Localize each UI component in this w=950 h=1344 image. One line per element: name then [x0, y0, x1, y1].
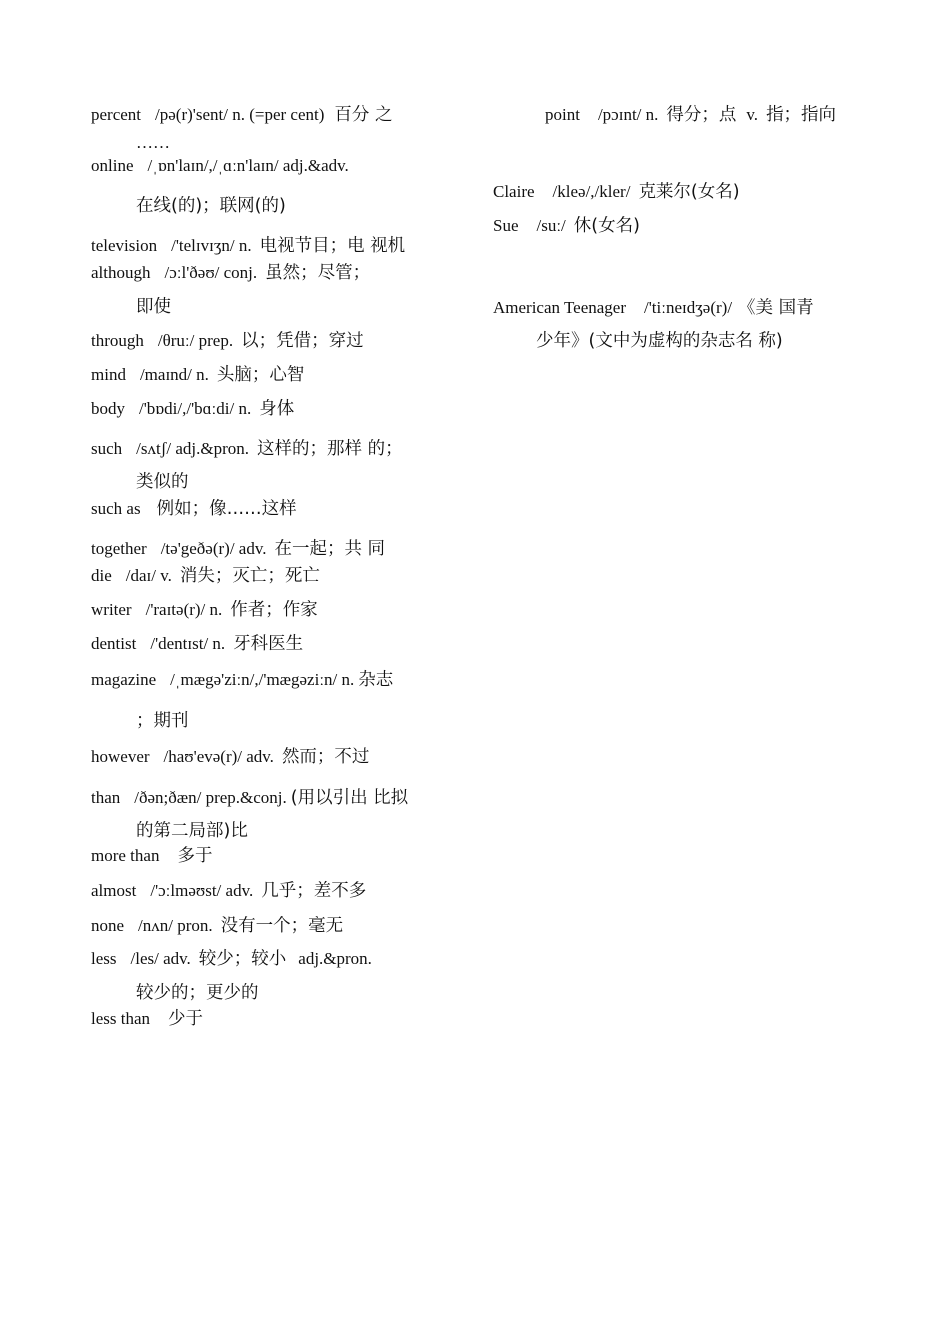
- phonetic: /ˌɒn'laɪn/,/ˌɑːn'laɪn/ adj.&adv.: [147, 156, 349, 175]
- phonetic: /'raɪtə(r)/ n.: [145, 600, 223, 619]
- phonetic: /kleə/,/kler/: [552, 182, 631, 201]
- phonetic: /haʊ'evə(r)/ adv.: [163, 747, 274, 766]
- phonetic: /sʌtʃ/ adj.&pron.: [136, 439, 250, 458]
- word: magazine: [91, 670, 157, 689]
- word: such as: [91, 499, 141, 518]
- word: writer: [91, 600, 132, 619]
- entry-more-than: [91, 845, 212, 867]
- word: less: [91, 949, 117, 968]
- word: Sue: [493, 216, 519, 235]
- word: online: [91, 156, 134, 175]
- phonetic: /daɪ/ v.: [125, 566, 172, 585]
- word: however: [91, 747, 150, 766]
- entry-television: [91, 235, 405, 257]
- entry-however: [91, 746, 369, 768]
- phonetic: /pɔɪnt/ n.: [597, 105, 659, 124]
- phonetic: /les/ adv.: [130, 949, 191, 968]
- continuation: ；期刊: [136, 711, 189, 731]
- meaning: 虽然；尽管；: [265, 263, 371, 283]
- meaning: 多于: [177, 846, 213, 866]
- meaning-2: 指；指向: [766, 105, 837, 125]
- word: television: [91, 236, 158, 255]
- phonetic: /maɪnd/ n.: [139, 365, 209, 384]
- meaning: 杂志: [358, 670, 394, 690]
- entry-almost: [91, 880, 366, 902]
- word: body: [91, 399, 125, 418]
- continuation: 较少的；更少的: [136, 983, 259, 1003]
- continuation: 即使: [136, 297, 171, 317]
- meaning: 几乎；差不多: [261, 881, 367, 901]
- word: Claire: [493, 182, 535, 201]
- entry-less: [91, 948, 372, 970]
- entry-magazine: [91, 669, 393, 691]
- phonetic: /nʌn/ pron.: [138, 916, 213, 935]
- meaning: 消失；灭亡；死亡: [179, 566, 320, 586]
- entry-than: [91, 787, 408, 809]
- phonetic: /'dentɪst/ n.: [150, 634, 226, 653]
- phonetic: /'ɔːlməʊst/ adv.: [150, 881, 254, 900]
- word: through: [91, 331, 144, 350]
- word: such: [91, 439, 123, 458]
- continuation: 类似的: [136, 472, 189, 492]
- word: American Teenager: [493, 298, 627, 317]
- meaning: 百分 之: [334, 105, 393, 125]
- word: die: [91, 566, 112, 585]
- continuation: 的第二局部)比: [136, 821, 248, 841]
- meaning: 然而；不过: [281, 747, 370, 767]
- meaning: 电视节目；电 视机: [259, 236, 406, 256]
- entry-less-than: [91, 1008, 203, 1030]
- word: although: [91, 263, 151, 282]
- entry-through: [91, 330, 364, 352]
- meaning: 较少；较小: [198, 949, 287, 969]
- meaning: 《美 国青: [738, 298, 814, 318]
- phonetic: /ɔːl'ðəʊ/ conj.: [164, 263, 258, 282]
- entry-point: [545, 104, 836, 126]
- phonetic: /'bɒdi/,/'bɑːdi/ n.: [139, 399, 252, 418]
- pos-extra: adj.&pron.: [298, 949, 372, 968]
- meaning: 身体: [259, 399, 295, 419]
- entry-sue: [493, 215, 640, 237]
- meaning: 作者；作家: [230, 600, 318, 620]
- word: than: [91, 788, 121, 807]
- entry-claire: [493, 181, 740, 203]
- entry-none: [91, 915, 343, 937]
- pos-extra: v.: [746, 105, 759, 124]
- meaning: 以；凭借；穿过: [241, 331, 364, 351]
- word: almost: [91, 881, 137, 900]
- meaning: 头脑；心智: [216, 365, 305, 385]
- entry-writer: [91, 599, 318, 621]
- phonetic: /'tiːneɪdʒə(r)/: [644, 298, 733, 317]
- word: less than: [91, 1009, 151, 1028]
- meaning: 这样的；那样 的；: [257, 439, 403, 459]
- meaning: 没有一个；毫无: [220, 916, 344, 936]
- phonetic: /ðən;ðæn/ prep.&conj.: [134, 788, 287, 807]
- entry-body: [91, 398, 294, 420]
- meaning: 休(女名): [573, 216, 640, 236]
- phonetic: /'telɪvɪʒn/ n.: [171, 236, 252, 255]
- entry-american-teenager: [493, 297, 814, 319]
- entry-such: [91, 438, 403, 460]
- entry-die: [91, 565, 320, 587]
- phonetic: /pə(r)'sent/ n. (=per cent): [155, 105, 325, 124]
- word: mind: [91, 365, 126, 384]
- meaning: 牙科医生: [233, 634, 304, 654]
- entry-dentist: [91, 633, 303, 655]
- word: dentist: [91, 634, 137, 653]
- meaning: 克莱尔(女名): [638, 182, 740, 202]
- word: point: [545, 105, 580, 124]
- word: together: [91, 539, 147, 558]
- word: percent: [91, 105, 142, 124]
- phonetic: /θruː/ prep.: [157, 331, 234, 350]
- continuation: 在线(的)；联网(的): [136, 196, 286, 216]
- meaning: (用以引出 比拟: [290, 788, 409, 808]
- meaning: 得分；点: [666, 105, 737, 125]
- phonetic: /ˌmægə'ziːn/,/'mægəziːn/ n.: [170, 670, 355, 689]
- entry-percent: [91, 104, 392, 126]
- entry-together: [91, 538, 385, 560]
- continuation: ……: [136, 133, 170, 152]
- meaning: 少于: [168, 1009, 204, 1029]
- entry-such-as: [91, 498, 297, 520]
- entry-mind: [91, 364, 304, 386]
- entry-although: [91, 262, 370, 284]
- phonetic: /suː/: [536, 216, 566, 235]
- continuation: 少年》(文中为虚构的杂志名 称): [536, 331, 783, 351]
- word: none: [91, 916, 125, 935]
- meaning: 在一起；共 同: [274, 539, 386, 559]
- meaning: 例如；像……这样: [156, 499, 297, 519]
- phonetic: /tə'geðə(r)/ adv.: [160, 539, 267, 558]
- entry-online: [91, 155, 349, 177]
- word: more than: [91, 846, 160, 865]
